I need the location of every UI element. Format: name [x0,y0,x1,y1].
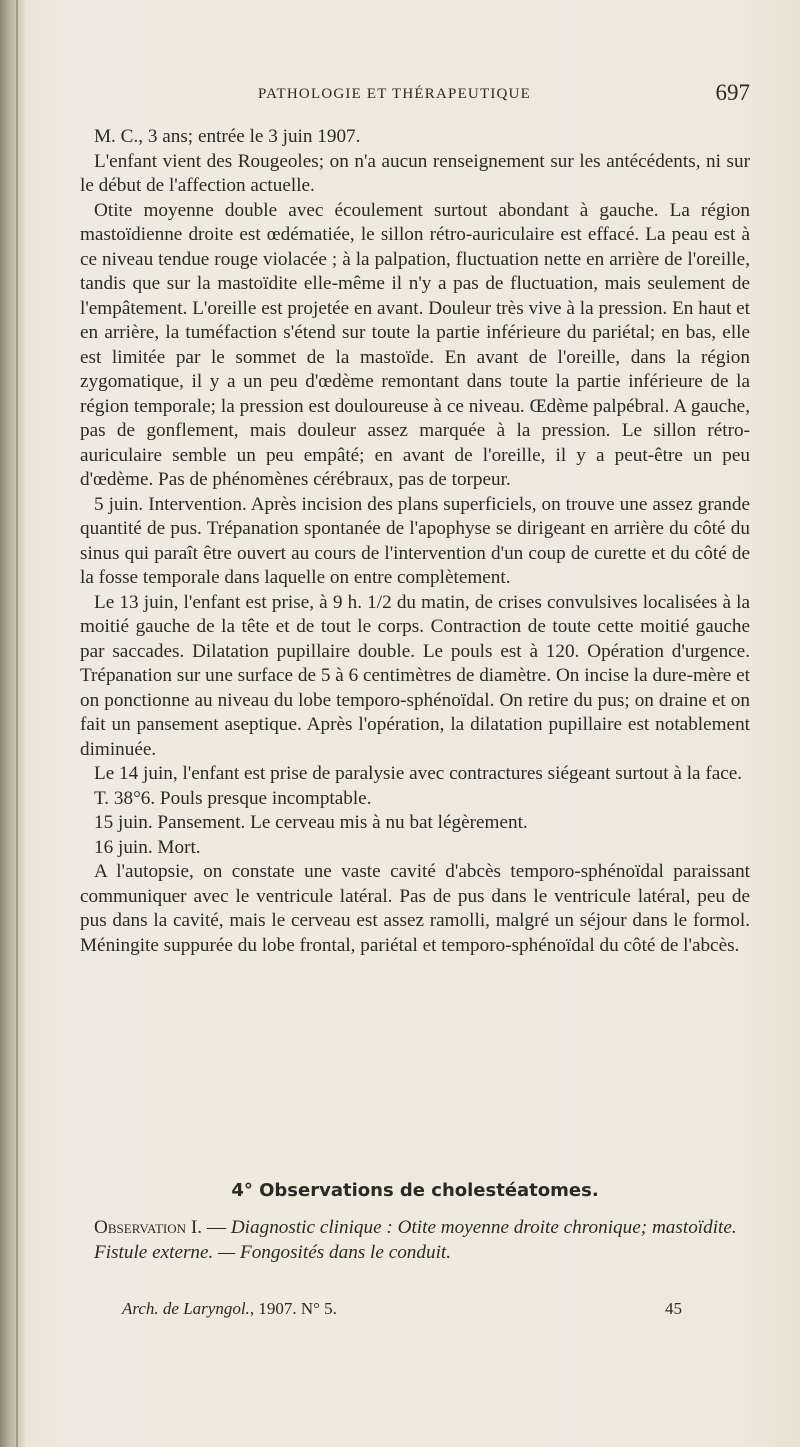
binding-gutter [0,0,26,1447]
observation-diagnosis: Diagnostic clinique : Otite moyenne droite chronique; mastoïdite. [230,1217,737,1238]
paragraph-intervention: 5 juin. Intervention. Après incision des plans superficiels, on trouve une assez grande quantité de pus. Trépanation spontanée de l'apophyse se dirigeant en arrière du côté du sinus qui paraît être ouvert au cours de l'intervention d'un coup de curette et du côté de la fosse temporale dans laquelle on entre complètement. [80,493,750,588]
journal-name: Arch. de Laryngol. [122,1299,250,1318]
page-header [258,80,750,110]
case-report-body [80,125,750,958]
observation-block [80,1216,750,1265]
running-title: PATHOLOGIE ET THÉRAPEUTIQUE [258,86,531,102]
page-number: 697 [715,80,750,105]
paragraph-examination: Otite moyenne double avec écoulement surtout abondant à gauche. La région mastoïdienne droite est œdématiée, le sillon rétro-auriculaire est effacé. La peau est à ce niveau tendue rouge violacée ; à la palpation, fluctuation nette en arrière de l'oreille, tandis que sur la mastoïdite elle-même il n'y a pas de fluctuation, mais seulement de l'empâtement. L'oreille est projetée en avant. Douleur très vive à la pression. En haut et en arrière, la tuméfaction s'étend sur toute la partie inférieure du pariétal; en bas, elle est limitée par le sommet de la mastoïde. En avant de l'oreille, dans la région zygomatique, il y a un peu d'œdème remontant dans toute la partie inférieure de la région temporale; la pression est douloureuse à ce niveau. Œdème palpébral. A gauche, pas de gonflement, mais douleur assez marquée à la pression. Le sillon rétro-auriculaire semble un peu empâté; en avant de l'oreille, il y a peut-être un peu d'œdème. Pas de phénomènes cérébraux, pas de torpeur. [80,199,750,490]
paragraph-patient: M. C., 3 ans; entrée le 3 juin 1907. [94,126,361,147]
paragraph-history: L'enfant vient des Rougeoles; on n'a aucun renseignement sur les antécédents, ni sur le début de l'affection actuelle. [80,150,750,196]
page-footer [122,1299,682,1325]
paragraph-autopsy: A l'autopsie, on constate une vaste cavité d'abcès temporo-sphénoïdal paraissant communiquer avec le ventricule latéral. Pas de pus dans le ventricule latéral, peu de pus dans la cavité, mais le cerveau est assez ramolli, malgré un séjour dans le formol. Méningite suppurée du lobe frontal, pariétal et temporo-sphénoïdal du côté de l'abcès. [80,861,750,956]
observation-title-line [80,1216,750,1241]
paragraph-june-13: Le 13 juin, l'enfant est prise, à 9 h. 1/2 du matin, de crises convulsives localisées à la moitié gauche de la tête et de tout le corps. Contraction de toute cette moitié gauche par saccades. Dilatation pupillaire double. Le pouls est à 120. Opération d'urgence. Trépanation sur une surface de 5 à 6 centimètres de diamètre. On incise la dure-mère et on ponctionne au niveau du lobe temporo-sphénoïdal. On retire du pus; on draine et on fait un pansement aseptique. Après l'opération, la dilatation pupillaire est notablement diminuée. [80,591,750,760]
binding-edge-line [16,0,18,1447]
observation-label: Observation I. [94,1217,203,1238]
paragraph-june-15: 15 juin. Pansement. Le cerveau mis à nu bat légèrement. [94,812,528,833]
signature-mark: 45 [665,1299,682,1318]
journal-issue: , 1907. N° 5. [249,1299,337,1318]
paragraph-june-16: 16 juin. Mort. [94,836,201,858]
paragraph-temperature: T. 38°6. Pouls presque incomptable. [94,787,372,809]
paragraph-june-14: Le 14 juin, l'enfant est prise de paralysie avec contractures siégeant surtout à la face. [94,763,743,784]
section-heading: 4° Observations de cholestéatomes. [231,1180,599,1201]
journal-reference [122,1299,337,1319]
observation-dash: — [202,1217,231,1238]
observation-subtitle: Fistule externe. — Fongosités dans le conduit. [94,1241,452,1263]
